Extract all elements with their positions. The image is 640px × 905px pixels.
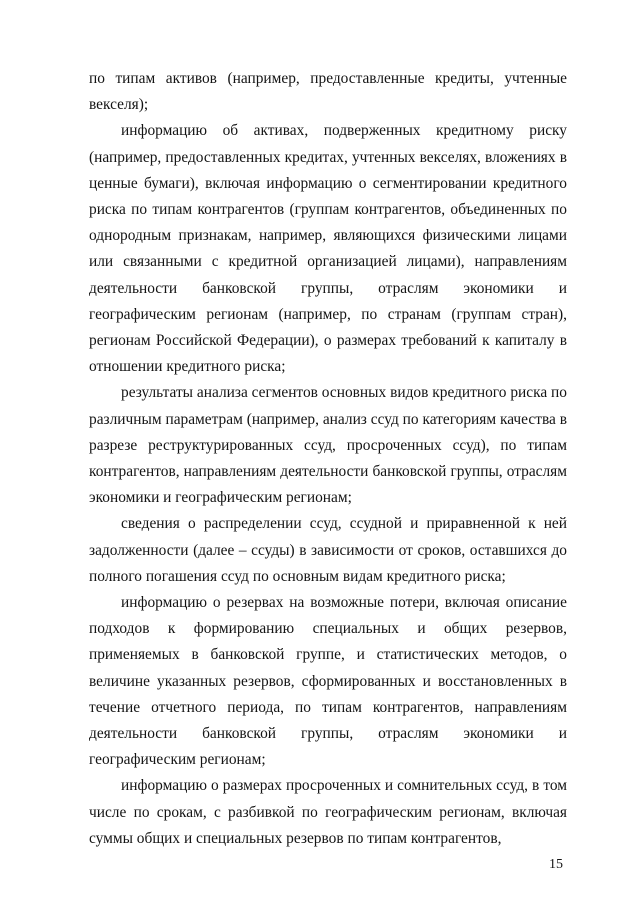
paragraph-continuation: по типам активов (например, предоставленные кредиты, учтенные векселя); [89, 70, 567, 114]
paragraph-loan-distribution: сведения о распределении ссуд, ссудной и приравненной к ней задолженности (далее – ссуды) в зависимости от сроков, оставшихся до полного погашения ссуд по основным видам кредитного риска; [89, 515, 567, 585]
paragraph-overdue-loans: информацию о размерах просроченных и сомнительных ссуд, в том числе по срокам, с разбивкой по географическим регионам, включая суммы общих и специальных резервов по типам контрагентов, [89, 777, 567, 847]
paragraph-credit-risk-assets: информацию об активах, подверженных кредитному риску (например, предоставленных кредитах, учтенных векселях, вложениях в ценные бумаги), включая информацию о сегментировании кредитного риска по типам контрагентов (группам контрагентов, объединенных по однородным признакам, например, являющихся физическими лицами или связанными с кредитной организацией лицами), направлениям деятельности банковской группы, отраслям экономики и географическим регионам (например, по странам (группам стран), регионам Российской Федерации), о размерах требований к капиталу в отношении кредитного риска; [89, 122, 567, 376]
paragraph-loss-reserves: информацию о резервах на возможные потери, включая описание подходов к формированию специальных и общих резервов, применяемых в банковской группе, и статистических методов, о величине указанных резервов, сформированных и восстановленных в течение отчетного периода, по типам контрагентов, направлениям деятельности банковской группы, отраслям экономики и географическим регионам; [89, 594, 567, 769]
page-number: 15 [549, 857, 563, 872]
document-page [89, 66, 567, 852]
paragraph-segment-analysis: результаты анализа сегментов основных видов кредитного риска по различным параметрам (например, анализ ссуд по категориям качества в разрезе реструктурированных ссуд, просроченных ссуд), по типам контрагентов, направлениям деятельности банковской группы, отраслям экономики и географическим регионам; [89, 384, 567, 507]
